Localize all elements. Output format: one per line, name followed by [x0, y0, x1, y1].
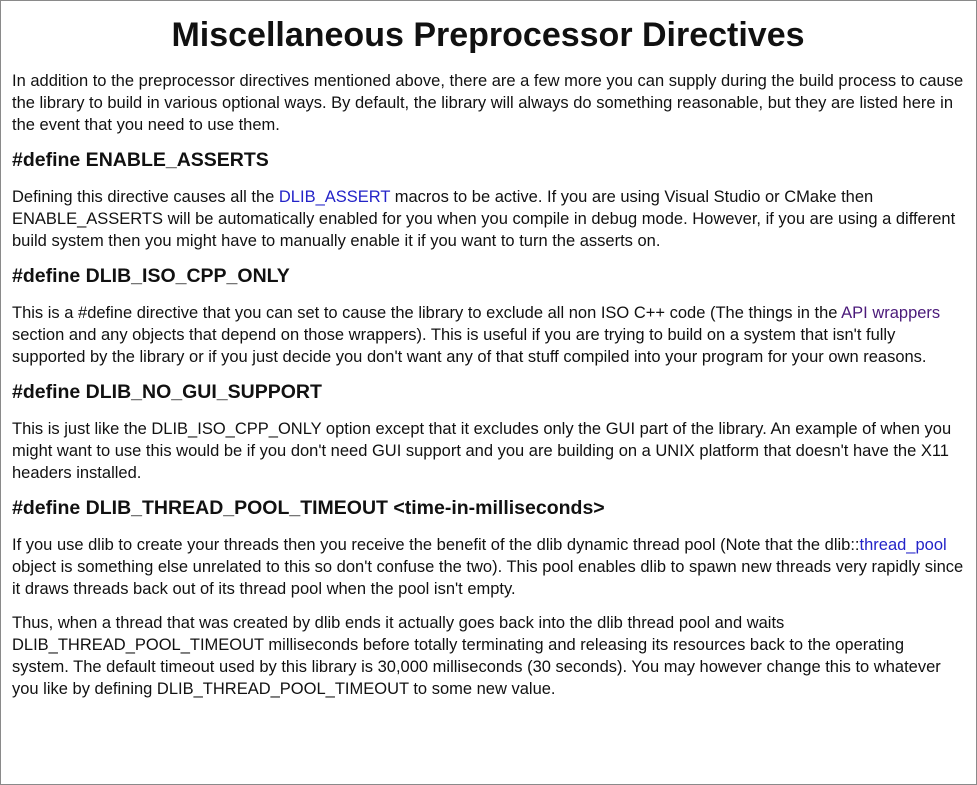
dlib-assert-link[interactable]: DLIB_ASSERT [278, 188, 391, 206]
iso-cpp-text-after: section and any objects that depend on those wrappers). This is useful if you are trying to build on a system that isn't fully supported by the library or if you just decide you don't want any of that stuff compiled into your program for your own reasons. [12, 326, 927, 366]
enable-asserts-paragraph [12, 186, 964, 252]
no-gui-support-paragraph: This is just like the DLIB_ISO_CPP_ONLY option except that it excludes only the GUI part of the library. An example of when you might want to use this would be if you don't need GUI support and you are building on a UNIX platform that doesn't have the X11 headers installed. [12, 420, 952, 482]
heading-no-gui-support: #define DLIB_NO_GUI_SUPPORT [12, 381, 322, 403]
iso-cpp-text-before: This is a #define directive that you can set to cause the library to exclude all non ISO C++ code (The things in the [12, 304, 842, 322]
intro-paragraph: In addition to the preprocessor directives mentioned above, there are a few more you can supply during the build process to cause the library to build in various optional ways. By default, the library will always do something reasonable, but they are listed here in the event that you need to use them. [12, 72, 964, 134]
thread-pool-text-after: object is something else unrelated to this so don't confuse the two). This pool enables dlib to spawn new threads very rapidly since it draws threads back out of its thread pool when the pool isn't empty. [12, 558, 964, 598]
enable-asserts-text-after: macros to be active. If you are using Visual Studio or CMake then ENABLE_ASSERTS will be automatically enabled for you when you compile in debug mode. However, if you are using a different build system then you might have to manually enable it if you want to turn the asserts on. [12, 188, 956, 250]
thread-pool-paragraph-1 [12, 534, 964, 600]
thread-pool-text-before: If you use dlib to create your threads then you receive the benefit of the dlib dynamic thread pool (Note that the dlib:: [12, 536, 860, 554]
document-content [1, 15, 976, 700]
heading-enable-asserts: #define ENABLE_ASSERTS [12, 149, 269, 171]
iso-cpp-only-paragraph [12, 302, 964, 368]
thread-pool-paragraph-2: Thus, when a thread that was created by dlib ends it actually goes back into the dlib thread pool and waits DLIB_THREAD_POOL_TIMEOUT milliseconds before totally terminating and releasing its resources back to the operating system. The default timeout used by this library is 30,000 milliseconds (30 seconds). You may however change this to whatever you like by defining DLIB_THREAD_POOL_TIMEOUT to some new value. [12, 614, 941, 698]
enable-asserts-text-before: Defining this directive causes all the [12, 188, 279, 206]
thread-pool-link[interactable]: thread_pool [859, 536, 947, 554]
heading-thread-pool-timeout: #define DLIB_THREAD_POOL_TIMEOUT <time-in-milliseconds> [12, 497, 605, 519]
api-wrappers-link[interactable]: API wrappers [841, 304, 941, 322]
page-title: Miscellaneous Preprocessor Directives [171, 16, 805, 54]
heading-iso-cpp-only: #define DLIB_ISO_CPP_ONLY [12, 265, 290, 287]
